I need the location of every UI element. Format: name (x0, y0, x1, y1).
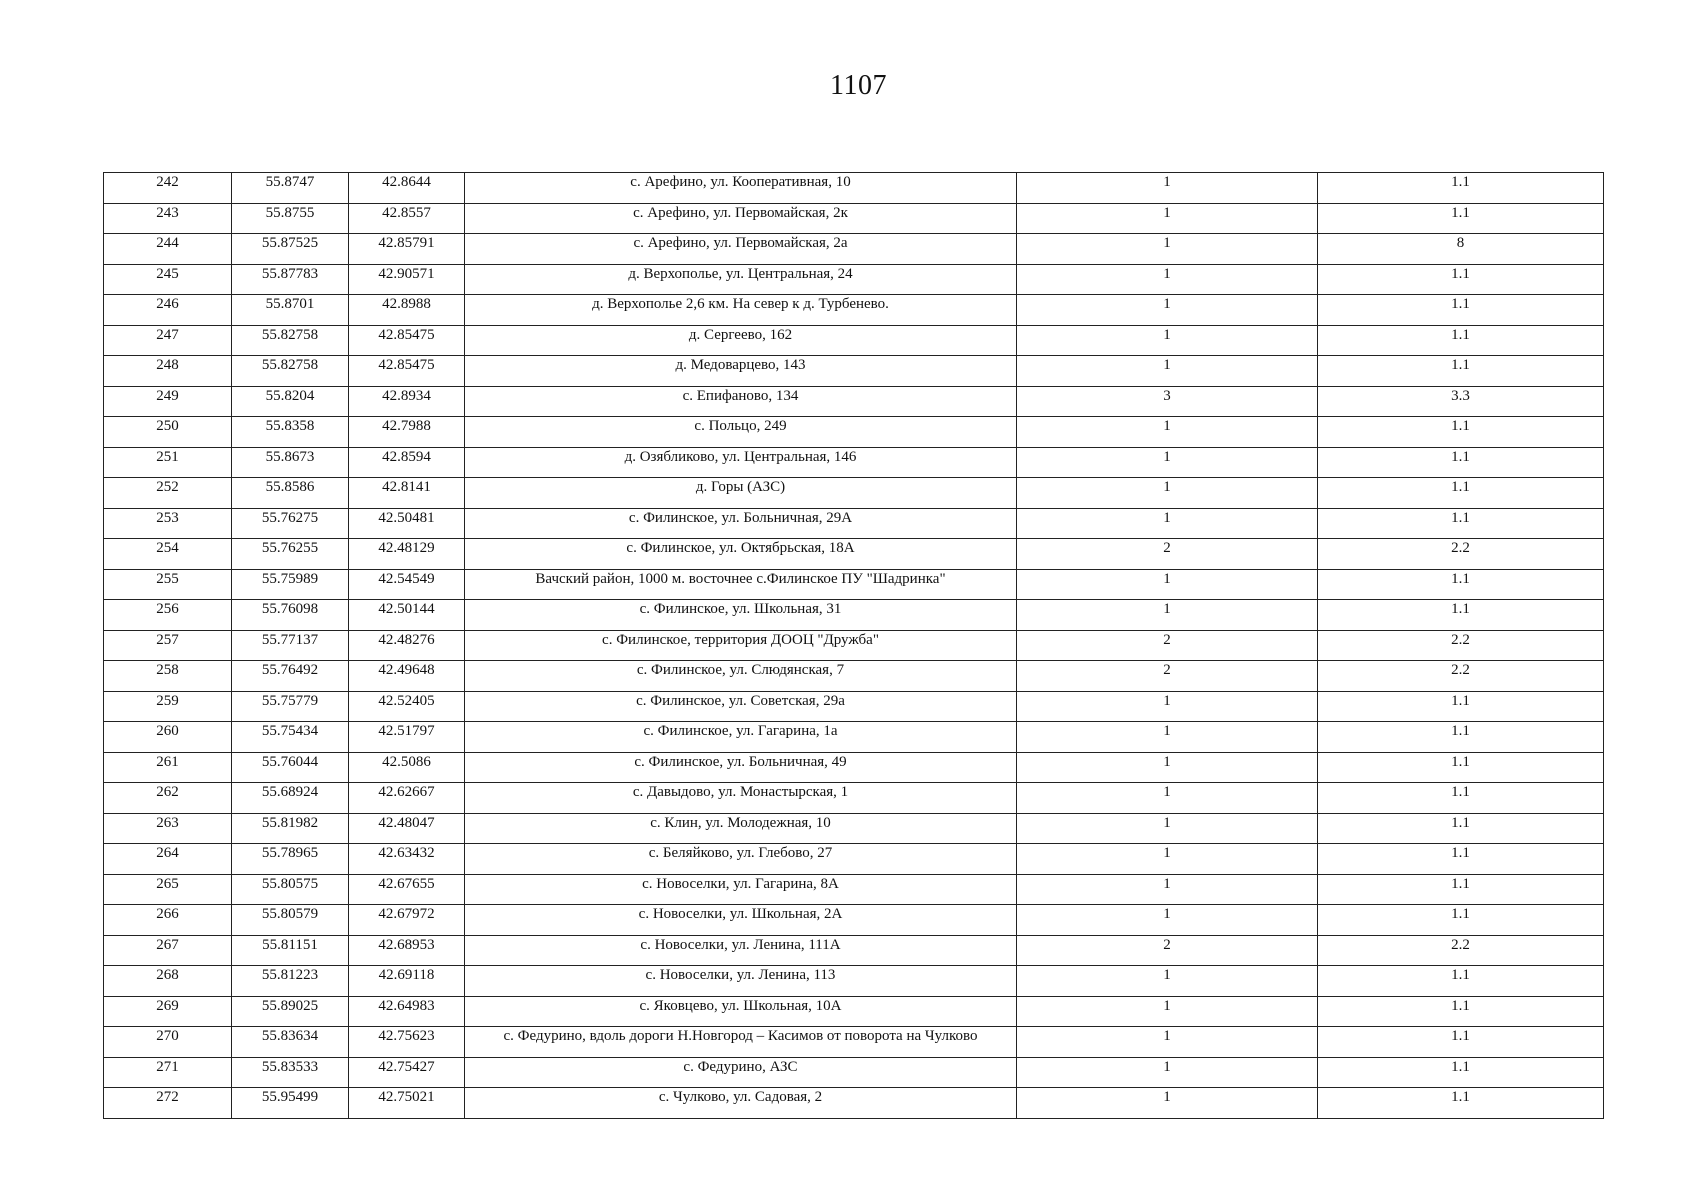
count-cell: 1 (1017, 234, 1318, 265)
longitude-cell: 42.8934 (349, 386, 465, 417)
value-cell: 1.1 (1318, 844, 1604, 875)
count-cell: 2 (1017, 630, 1318, 661)
table-row (104, 356, 1604, 387)
longitude-cell: 42.50481 (349, 508, 465, 539)
address-cell: с. Новоселки, ул. Школьная, 2А (465, 905, 1017, 936)
value-cell: 1.1 (1318, 508, 1604, 539)
table-row (104, 844, 1604, 875)
table-row (104, 935, 1604, 966)
row-number-cell: 259 (104, 691, 232, 722)
longitude-cell: 42.75427 (349, 1057, 465, 1088)
longitude-cell: 42.8644 (349, 173, 465, 204)
table-row (104, 722, 1604, 753)
row-number-cell: 260 (104, 722, 232, 753)
longitude-cell: 42.50144 (349, 600, 465, 631)
address-cell: д. Верхополье 2,6 км. На север к д. Турбенево. (465, 295, 1017, 326)
latitude-cell: 55.81223 (232, 966, 349, 997)
value-cell: 1.1 (1318, 722, 1604, 753)
longitude-cell: 42.7988 (349, 417, 465, 448)
count-cell: 1 (1017, 325, 1318, 356)
count-cell: 1 (1017, 356, 1318, 387)
table-row (104, 386, 1604, 417)
address-cell: с. Арефино, ул. Первомайская, 2к (465, 203, 1017, 234)
row-number-cell: 246 (104, 295, 232, 326)
value-cell: 1.1 (1318, 996, 1604, 1027)
latitude-cell: 55.77137 (232, 630, 349, 661)
row-number-cell: 253 (104, 508, 232, 539)
table-row (104, 783, 1604, 814)
count-cell: 1 (1017, 966, 1318, 997)
address-cell: с. Новоселки, ул. Гагарина, 8А (465, 874, 1017, 905)
latitude-cell: 55.8204 (232, 386, 349, 417)
address-cell: с. Польцо, 249 (465, 417, 1017, 448)
count-cell: 1 (1017, 447, 1318, 478)
count-cell: 1 (1017, 508, 1318, 539)
latitude-cell: 55.95499 (232, 1088, 349, 1119)
row-number-cell: 272 (104, 1088, 232, 1119)
count-cell: 1 (1017, 569, 1318, 600)
longitude-cell: 42.67972 (349, 905, 465, 936)
table-row (104, 905, 1604, 936)
value-cell: 1.1 (1318, 295, 1604, 326)
address-cell: с. Филинское, ул. Школьная, 31 (465, 600, 1017, 631)
row-number-cell: 269 (104, 996, 232, 1027)
table-row (104, 600, 1604, 631)
table-row (104, 569, 1604, 600)
value-cell: 1.1 (1318, 264, 1604, 295)
row-number-cell: 248 (104, 356, 232, 387)
address-cell: с. Епифаново, 134 (465, 386, 1017, 417)
row-number-cell: 244 (104, 234, 232, 265)
latitude-cell: 55.89025 (232, 996, 349, 1027)
latitude-cell: 55.80575 (232, 874, 349, 905)
value-cell: 1.1 (1318, 1057, 1604, 1088)
registry-table-body (104, 173, 1604, 1119)
table-row (104, 996, 1604, 1027)
value-cell: 1.1 (1318, 173, 1604, 204)
longitude-cell: 42.62667 (349, 783, 465, 814)
row-number-cell: 267 (104, 935, 232, 966)
page-number: 1107 (830, 70, 887, 101)
table-row (104, 508, 1604, 539)
count-cell: 1 (1017, 478, 1318, 509)
address-cell: с. Новоселки, ул. Ленина, 113 (465, 966, 1017, 997)
latitude-cell: 55.78965 (232, 844, 349, 875)
address-cell: с. Федурино, вдоль дороги Н.Новгород – Касимов от поворота на Чулково (465, 1027, 1017, 1058)
longitude-cell: 42.85475 (349, 325, 465, 356)
value-cell: 1.1 (1318, 783, 1604, 814)
longitude-cell: 42.63432 (349, 844, 465, 875)
latitude-cell: 55.75779 (232, 691, 349, 722)
table-row (104, 234, 1604, 265)
row-number-cell: 270 (104, 1027, 232, 1058)
row-number-cell: 257 (104, 630, 232, 661)
address-cell: с. Филинское, ул. Советская, 29а (465, 691, 1017, 722)
value-cell: 1.1 (1318, 966, 1604, 997)
value-cell: 1.1 (1318, 1027, 1604, 1058)
count-cell: 1 (1017, 1057, 1318, 1088)
longitude-cell: 42.51797 (349, 722, 465, 753)
latitude-cell: 55.83634 (232, 1027, 349, 1058)
latitude-cell: 55.76255 (232, 539, 349, 570)
address-cell: с. Филинское, ул. Гагарина, 1а (465, 722, 1017, 753)
longitude-cell: 42.75623 (349, 1027, 465, 1058)
row-number-cell: 258 (104, 661, 232, 692)
latitude-cell: 55.8673 (232, 447, 349, 478)
count-cell: 1 (1017, 264, 1318, 295)
count-cell: 1 (1017, 691, 1318, 722)
longitude-cell: 42.48047 (349, 813, 465, 844)
latitude-cell: 55.76098 (232, 600, 349, 631)
latitude-cell: 55.87783 (232, 264, 349, 295)
table-row (104, 447, 1604, 478)
row-number-cell: 245 (104, 264, 232, 295)
address-cell: с. Клин, ул. Молодежная, 10 (465, 813, 1017, 844)
longitude-cell: 42.67655 (349, 874, 465, 905)
longitude-cell: 42.48276 (349, 630, 465, 661)
longitude-cell: 42.48129 (349, 539, 465, 570)
table-row (104, 1057, 1604, 1088)
count-cell: 1 (1017, 173, 1318, 204)
longitude-cell: 42.8988 (349, 295, 465, 326)
address-cell: с. Филинское, территория ДООЦ "Дружба" (465, 630, 1017, 661)
count-cell: 1 (1017, 1027, 1318, 1058)
row-number-cell: 252 (104, 478, 232, 509)
address-cell: с. Беляйково, ул. Глебово, 27 (465, 844, 1017, 875)
table-row (104, 813, 1604, 844)
count-cell: 1 (1017, 996, 1318, 1027)
longitude-cell: 42.85791 (349, 234, 465, 265)
value-cell: 2.2 (1318, 539, 1604, 570)
address-cell: с. Арефино, ул. Кооперативная, 10 (465, 173, 1017, 204)
latitude-cell: 55.8755 (232, 203, 349, 234)
longitude-cell: 42.5086 (349, 752, 465, 783)
address-cell: с. Арефино, ул. Первомайская, 2а (465, 234, 1017, 265)
value-cell: 3.3 (1318, 386, 1604, 417)
latitude-cell: 55.8747 (232, 173, 349, 204)
table-row (104, 966, 1604, 997)
value-cell: 1.1 (1318, 691, 1604, 722)
latitude-cell: 55.8701 (232, 295, 349, 326)
count-cell: 1 (1017, 752, 1318, 783)
row-number-cell: 251 (104, 447, 232, 478)
address-cell: с. Филинское, ул. Октябрьская, 18А (465, 539, 1017, 570)
latitude-cell: 55.82758 (232, 325, 349, 356)
row-number-cell: 261 (104, 752, 232, 783)
count-cell: 1 (1017, 722, 1318, 753)
longitude-cell: 42.69118 (349, 966, 465, 997)
latitude-cell: 55.8586 (232, 478, 349, 509)
count-cell: 1 (1017, 295, 1318, 326)
latitude-cell: 55.75434 (232, 722, 349, 753)
count-cell: 1 (1017, 844, 1318, 875)
latitude-cell: 55.80579 (232, 905, 349, 936)
count-cell: 1 (1017, 600, 1318, 631)
longitude-cell: 42.54549 (349, 569, 465, 600)
table-row (104, 752, 1604, 783)
count-cell: 1 (1017, 783, 1318, 814)
table-row (104, 661, 1604, 692)
address-cell: Вачский район, 1000 м. восточнее с.Филинское ПУ "Шадринка" (465, 569, 1017, 600)
row-number-cell: 262 (104, 783, 232, 814)
value-cell: 1.1 (1318, 447, 1604, 478)
count-cell: 3 (1017, 386, 1318, 417)
latitude-cell: 55.81982 (232, 813, 349, 844)
count-cell: 2 (1017, 935, 1318, 966)
count-cell: 2 (1017, 539, 1318, 570)
latitude-cell: 55.76275 (232, 508, 349, 539)
row-number-cell: 254 (104, 539, 232, 570)
value-cell: 2.2 (1318, 935, 1604, 966)
latitude-cell: 55.75989 (232, 569, 349, 600)
row-number-cell: 256 (104, 600, 232, 631)
count-cell: 1 (1017, 813, 1318, 844)
table-row (104, 1088, 1604, 1119)
value-cell: 1.1 (1318, 569, 1604, 600)
registry-table (103, 172, 1604, 1119)
longitude-cell: 42.68953 (349, 935, 465, 966)
longitude-cell: 42.52405 (349, 691, 465, 722)
count-cell: 1 (1017, 1088, 1318, 1119)
table-row (104, 417, 1604, 448)
value-cell: 1.1 (1318, 752, 1604, 783)
row-number-cell: 250 (104, 417, 232, 448)
address-cell: с. Филинское, ул. Больничная, 49 (465, 752, 1017, 783)
row-number-cell: 268 (104, 966, 232, 997)
value-cell: 2.2 (1318, 661, 1604, 692)
value-cell: 2.2 (1318, 630, 1604, 661)
address-cell: с. Филинское, ул. Больничная, 29А (465, 508, 1017, 539)
table-row (104, 874, 1604, 905)
row-number-cell: 264 (104, 844, 232, 875)
latitude-cell: 55.68924 (232, 783, 349, 814)
count-cell: 1 (1017, 874, 1318, 905)
count-cell: 2 (1017, 661, 1318, 692)
row-number-cell: 263 (104, 813, 232, 844)
value-cell: 1.1 (1318, 813, 1604, 844)
row-number-cell: 255 (104, 569, 232, 600)
address-cell: с. Давыдово, ул. Монастырская, 1 (465, 783, 1017, 814)
value-cell: 1.1 (1318, 600, 1604, 631)
latitude-cell: 55.87525 (232, 234, 349, 265)
longitude-cell: 42.75021 (349, 1088, 465, 1119)
value-cell: 1.1 (1318, 203, 1604, 234)
longitude-cell: 42.90571 (349, 264, 465, 295)
latitude-cell: 55.76044 (232, 752, 349, 783)
value-cell: 1.1 (1318, 874, 1604, 905)
row-number-cell: 243 (104, 203, 232, 234)
count-cell: 1 (1017, 203, 1318, 234)
count-cell: 1 (1017, 905, 1318, 936)
latitude-cell: 55.83533 (232, 1057, 349, 1088)
address-cell: с. Филинское, ул. Слюдянская, 7 (465, 661, 1017, 692)
longitude-cell: 42.8557 (349, 203, 465, 234)
table-row (104, 173, 1604, 204)
table-row (104, 264, 1604, 295)
longitude-cell: 42.49648 (349, 661, 465, 692)
address-cell: д. Сергеево, 162 (465, 325, 1017, 356)
longitude-cell: 42.8594 (349, 447, 465, 478)
address-cell: д. Озябликово, ул. Центральная, 146 (465, 447, 1017, 478)
row-number-cell: 249 (104, 386, 232, 417)
longitude-cell: 42.85475 (349, 356, 465, 387)
address-cell: д. Горы (АЗС) (465, 478, 1017, 509)
value-cell: 1.1 (1318, 417, 1604, 448)
address-cell: с. Яковцево, ул. Школьная, 10А (465, 996, 1017, 1027)
table-row (104, 478, 1604, 509)
address-cell: с. Новоселки, ул. Ленина, 111А (465, 935, 1017, 966)
value-cell: 1.1 (1318, 905, 1604, 936)
row-number-cell: 242 (104, 173, 232, 204)
address-cell: д. Верхополье, ул. Центральная, 24 (465, 264, 1017, 295)
address-cell: с. Чулково, ул. Садовая, 2 (465, 1088, 1017, 1119)
address-cell: с. Федурино, АЗС (465, 1057, 1017, 1088)
table-row (104, 539, 1604, 570)
table-row (104, 325, 1604, 356)
row-number-cell: 266 (104, 905, 232, 936)
latitude-cell: 55.81151 (232, 935, 349, 966)
longitude-cell: 42.64983 (349, 996, 465, 1027)
row-number-cell: 271 (104, 1057, 232, 1088)
value-cell: 1.1 (1318, 1088, 1604, 1119)
address-cell: д. Медоварцево, 143 (465, 356, 1017, 387)
value-cell: 1.1 (1318, 356, 1604, 387)
value-cell: 1.1 (1318, 325, 1604, 356)
row-number-cell: 247 (104, 325, 232, 356)
latitude-cell: 55.8358 (232, 417, 349, 448)
table-row (104, 1027, 1604, 1058)
value-cell: 8 (1318, 234, 1604, 265)
table-row (104, 295, 1604, 326)
row-number-cell: 265 (104, 874, 232, 905)
latitude-cell: 55.76492 (232, 661, 349, 692)
table-row (104, 203, 1604, 234)
table-row (104, 630, 1604, 661)
latitude-cell: 55.82758 (232, 356, 349, 387)
table-row (104, 691, 1604, 722)
count-cell: 1 (1017, 417, 1318, 448)
value-cell: 1.1 (1318, 478, 1604, 509)
longitude-cell: 42.8141 (349, 478, 465, 509)
